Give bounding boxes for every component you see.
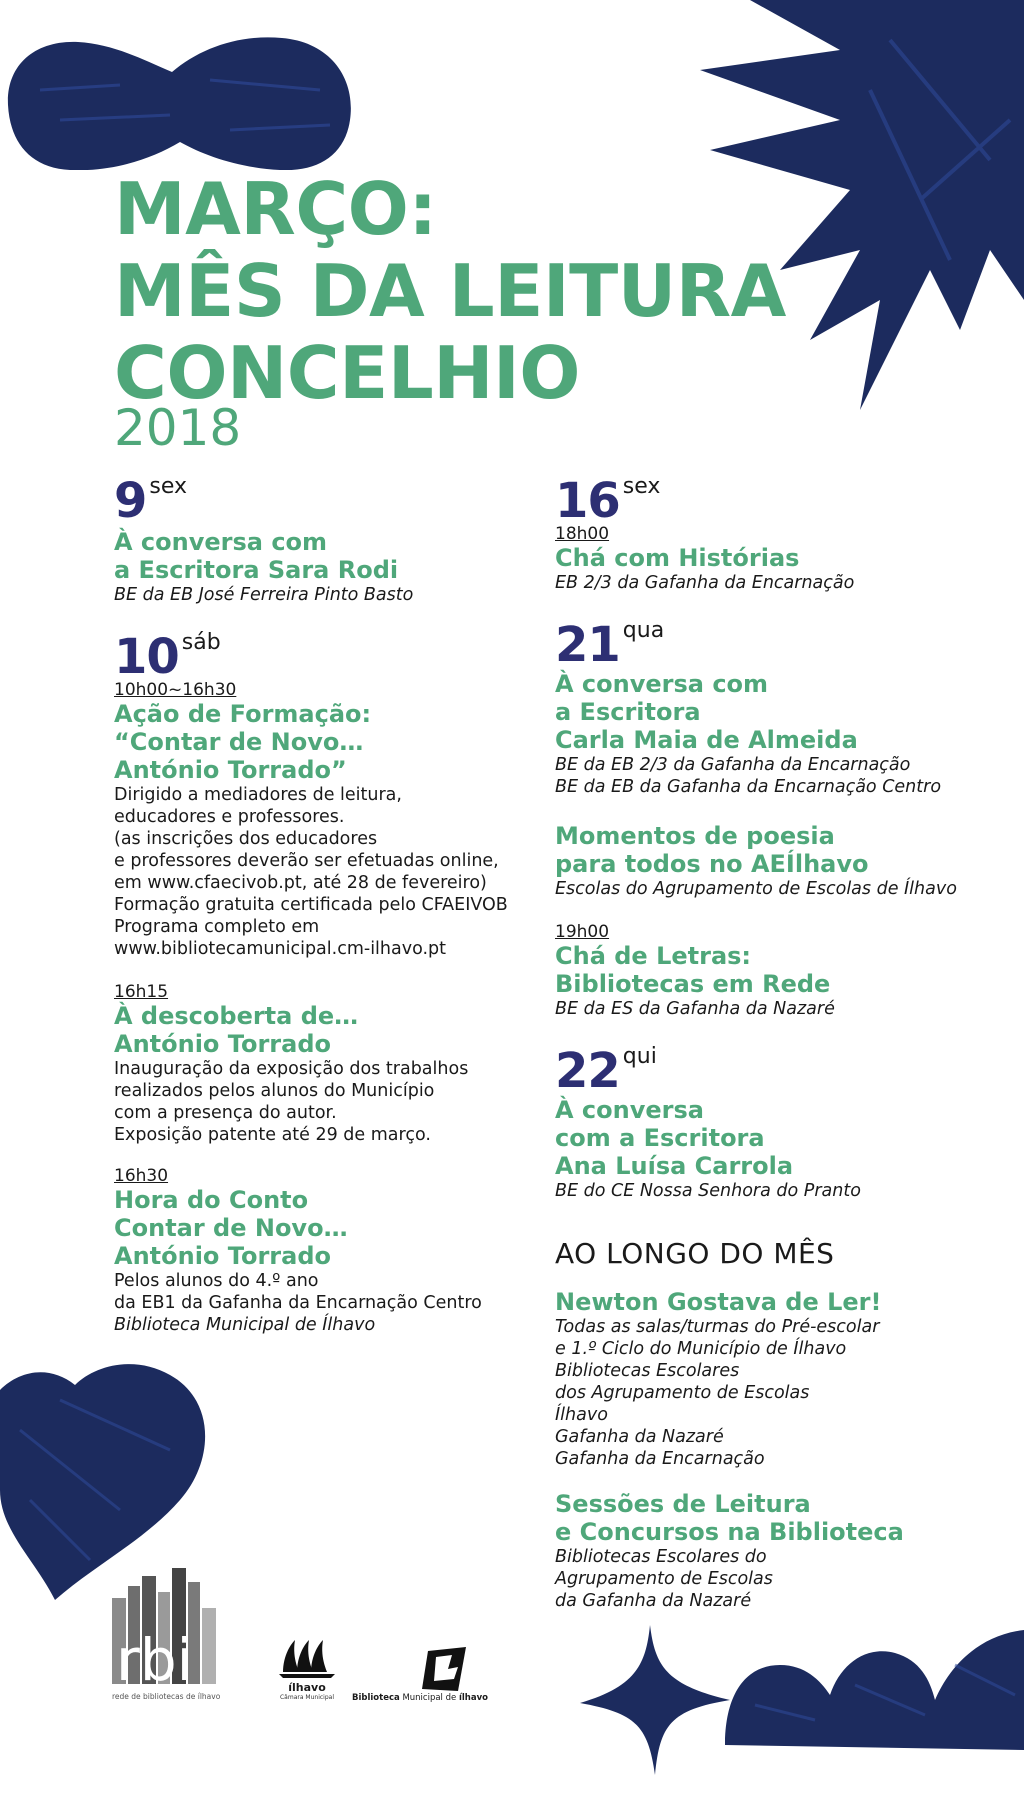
- description-line: Inauguração da exposição dos trabalhos: [114, 1059, 469, 1079]
- ink-blob-top-left: [0, 20, 360, 170]
- event-title-line: Newton Gostava de Ler!: [555, 1288, 882, 1316]
- title-line-3: CONCELHIO: [114, 331, 580, 415]
- event-venue: [555, 1180, 1015, 1202]
- description-line: (as inscrições dos educadores: [114, 829, 378, 849]
- event-title: [555, 544, 1015, 572]
- event-title-line: À descoberta de…: [114, 1002, 359, 1030]
- event-title-line: Momentos de poesia: [555, 822, 835, 850]
- title-line-1: MARÇO:: [114, 167, 437, 251]
- event-venue: [555, 998, 1015, 1020]
- event-title: [555, 822, 1015, 878]
- date-heading: [555, 473, 1015, 529]
- day-of-week: sáb: [181, 630, 221, 655]
- venue-line: Bibliotecas Escolares do: [555, 1547, 767, 1567]
- date-heading: [114, 629, 544, 685]
- venue-line: BE da EB da Gafanha da Encarnação Centro: [555, 777, 942, 797]
- event-venue: [555, 754, 1015, 798]
- date-heading: [555, 617, 1015, 673]
- rbi-logo-letters: rbi: [116, 1626, 193, 1688]
- title-line-2: MÊS DA LEITURA: [114, 249, 786, 333]
- event-title-line: À conversa com: [555, 670, 769, 698]
- event-title-line: À conversa: [555, 1096, 704, 1124]
- venue-line: EB 2/3 da Gafanha da Encarnação: [555, 573, 855, 593]
- event-title-line: António Torrado: [114, 1030, 331, 1058]
- event-title-line: António Torrado”: [114, 756, 347, 784]
- day-of-week: sex: [149, 474, 188, 499]
- event-poesia: [555, 822, 1015, 900]
- event-time: 19h00: [555, 922, 610, 942]
- event-venue: [555, 572, 1015, 594]
- description-line: em www.cfaecivob.pt, até 28 de fevereiro): [114, 873, 487, 893]
- event-title-line: a Escritora Sara Rodi: [114, 556, 399, 584]
- event-title-line: Bibliotecas em Rede: [555, 970, 831, 998]
- date-heading: [555, 1043, 1015, 1099]
- event-title: [114, 528, 544, 584]
- ilhavo-logo-name: ílhavo: [288, 1681, 326, 1694]
- date-number: 21: [555, 617, 620, 673]
- venue-line: e 1.º Ciclo do Município de Ílhavo: [555, 1339, 847, 1359]
- venue-line: Escolas do Agrupamento de Escolas de Ílhavo: [555, 879, 957, 899]
- description-line: educadores e professores.: [114, 807, 345, 827]
- event-venue: [555, 1316, 1015, 1470]
- event-day-22: [555, 1043, 1015, 1202]
- ink-heart-bottom-left: [0, 1360, 220, 1600]
- event-sessoes: [555, 1490, 1015, 1612]
- event-title-line: para todos no AEÍlhavo: [555, 850, 869, 878]
- description-line: Pelos alunos do 4.º ano: [114, 1271, 319, 1291]
- date-number: 9: [114, 473, 147, 529]
- event-time: 16h30: [114, 1166, 169, 1186]
- biblioteca-municipal-logo: [352, 1645, 492, 1705]
- venue-line: BE do CE Nossa Senhora do Pranto: [555, 1181, 861, 1201]
- event-newton: [555, 1288, 1015, 1470]
- bm-suffix: ílhavo: [458, 1693, 488, 1703]
- description-line: www.bibliotecamunicipal.cm-ilhavo.pt: [114, 939, 447, 959]
- event-title: [114, 1186, 544, 1270]
- venue-line: Ílhavo: [555, 1405, 608, 1425]
- event-venue: Biblioteca Municipal de Ílhavo: [114, 1315, 376, 1335]
- event-day-9: [114, 473, 544, 606]
- description-line: da EB1 da Gafanha da Encarnação Centro: [114, 1293, 482, 1313]
- event-title-line: Chá com Histórias: [555, 544, 800, 572]
- ink-star-bottom: [580, 1625, 730, 1775]
- title-year: 2018: [114, 399, 242, 457]
- event-venue: [555, 878, 1015, 900]
- event-title-line: “Contar de Novo…: [114, 728, 364, 756]
- event-day-10: [114, 629, 544, 960]
- event-16h30: [114, 1166, 544, 1336]
- event-venue: [555, 1546, 1015, 1612]
- day-of-week: qui: [622, 1044, 657, 1069]
- day-of-week: qua: [622, 618, 665, 643]
- venue-line: Gafanha da Nazaré: [555, 1427, 724, 1447]
- ilhavo-logo: [272, 1638, 342, 1708]
- event-description: [114, 784, 544, 960]
- ship-icon: [275, 1638, 339, 1678]
- event-title-line: Sessões de Leitura: [555, 1490, 811, 1518]
- description-line: com a presença do autor.: [114, 1103, 337, 1123]
- event-time: 10h00~16h30: [114, 680, 237, 700]
- rbi-logo-mark: [112, 1568, 232, 1688]
- event-description: [114, 1058, 544, 1146]
- event-title: [555, 670, 1015, 754]
- date-number: 22: [555, 1043, 620, 1099]
- left-column: [114, 473, 544, 1336]
- event-16h15: [114, 982, 544, 1146]
- date-heading: [114, 473, 544, 529]
- main-title: [114, 168, 786, 414]
- right-column: [555, 473, 1015, 1612]
- venue-line: Agrupamento de Escolas: [555, 1569, 773, 1589]
- venue-line: Bibliotecas Escolares: [555, 1361, 740, 1381]
- date-number: 10: [114, 629, 179, 685]
- date-number: 16: [555, 473, 620, 529]
- event-title-line: e Concursos na Biblioteca: [555, 1518, 904, 1546]
- event-title: [555, 1490, 1015, 1546]
- event-title-line: Contar de Novo…: [114, 1214, 348, 1242]
- day-of-week: sex: [622, 474, 661, 499]
- event-title-line: António Torrado: [114, 1242, 331, 1270]
- event-title-line: Ação de Formação:: [114, 700, 372, 728]
- venue-line: da Gafanha da Nazaré: [555, 1591, 752, 1611]
- event-title-line: Chá de Letras:: [555, 942, 752, 970]
- venue-line: Gafanha da Encarnação: [555, 1449, 765, 1469]
- event-19h00: [555, 922, 1015, 1020]
- event-title-line: a Escritora: [555, 698, 701, 726]
- ink-blob-bottom-right: [725, 1625, 1024, 1755]
- event-title: [555, 1096, 1015, 1180]
- event-title: [114, 700, 544, 784]
- event-title-line: Ana Luísa Carrola: [555, 1152, 794, 1180]
- bm-prefix: Biblioteca: [352, 1693, 400, 1703]
- description-line: Formação gratuita certificada pelo CFAEIVOB: [114, 895, 508, 915]
- event-title: [555, 942, 1015, 998]
- event-time: 16h15: [114, 982, 169, 1002]
- description-line: Exposição patente até 29 de março.: [114, 1125, 431, 1145]
- rbi-logo-caption: rede de bibliotecas de ílhavo: [112, 1692, 221, 1701]
- event-title-line: Carla Maia de Almeida: [555, 726, 858, 754]
- event-venue: BE da EB José Ferreira Pinto Basto: [114, 585, 414, 605]
- description-line: realizados pelos alunos do Município: [114, 1081, 435, 1101]
- venue-line: dos Agrupamento de Escolas: [555, 1383, 810, 1403]
- event-day-16: [555, 473, 1015, 594]
- description-line: Programa completo em: [114, 917, 320, 937]
- description-line: Dirigido a mediadores de leitura,: [114, 785, 402, 805]
- description-line: e professores deverão ser efetuadas online,: [114, 851, 499, 871]
- book-icon: [418, 1645, 478, 1693]
- event-title-line: Hora do Conto: [114, 1186, 309, 1214]
- section-heading: AO LONGO DO MÊS: [555, 1237, 835, 1270]
- event-day-21: [555, 617, 1015, 798]
- venue-line: BE da ES da Gafanha da Nazaré: [555, 999, 835, 1019]
- event-title: [555, 1288, 1015, 1316]
- event-title-line: com a Escritora: [555, 1124, 765, 1152]
- ilhavo-logo-caption: Câmara Municipal: [279, 1694, 334, 1701]
- venue-line: BE da EB 2/3 da Gafanha da Encarnação: [555, 755, 911, 775]
- event-description: [114, 1270, 544, 1314]
- event-time: 18h00: [555, 524, 610, 544]
- venue-line: Todas as salas/turmas do Pré-escolar: [555, 1317, 880, 1337]
- event-title: [114, 1002, 544, 1058]
- biblioteca-municipal-caption: [352, 1693, 492, 1703]
- bm-middle: Municipal de: [399, 1693, 459, 1703]
- event-title-line: À conversa com: [114, 528, 328, 556]
- rbi-logo: [112, 1568, 232, 1708]
